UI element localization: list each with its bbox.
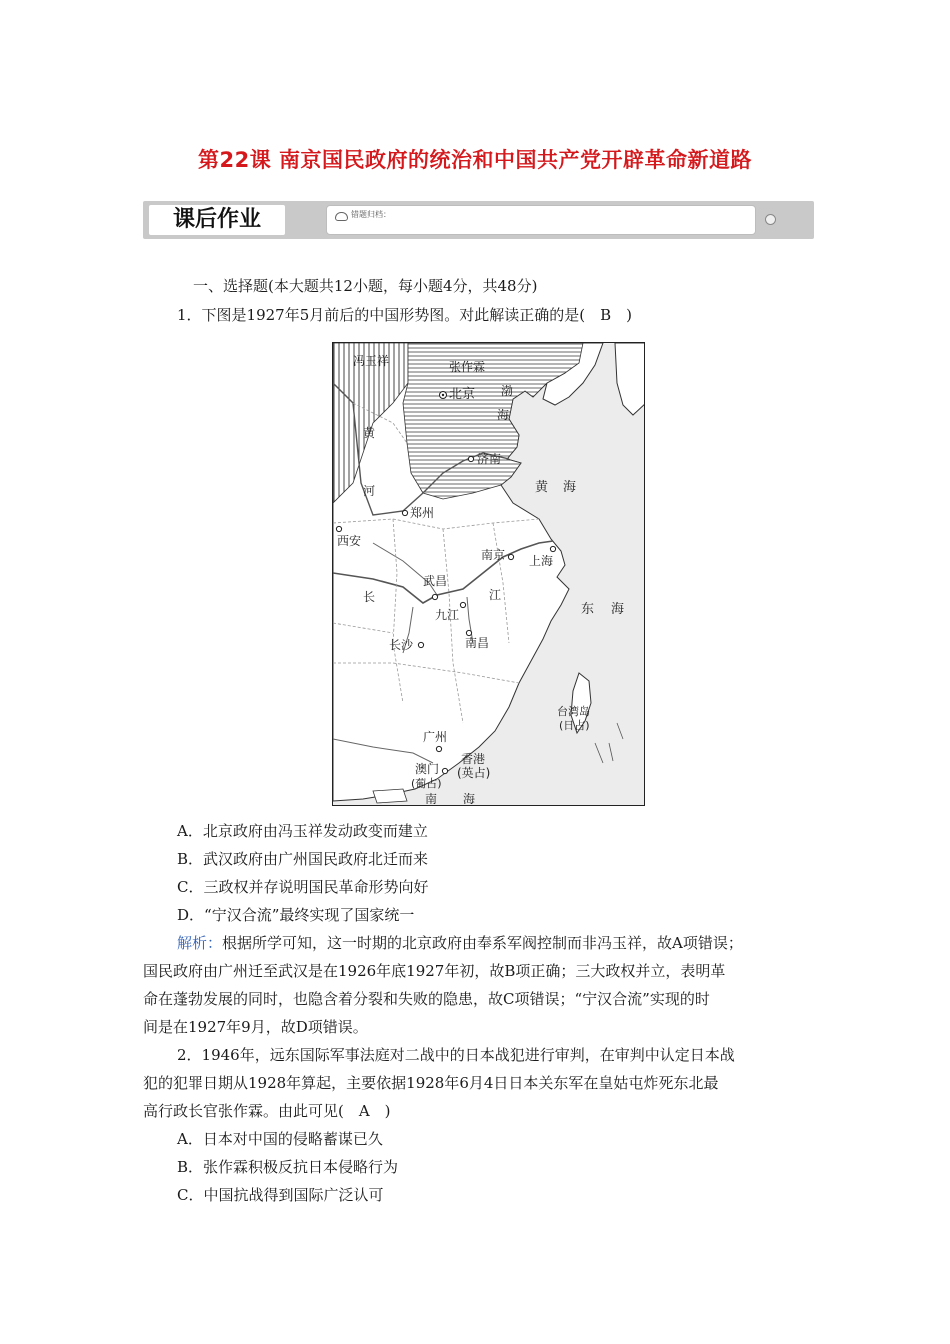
map-label-huanghai-1: 黄 <box>535 480 549 495</box>
q1-analysis-line-3: 命在蓬勃发展的同时，也隐含着分裂和失败的隐患，故C项错误；“宁汉合流”实现的时 <box>143 990 710 1008</box>
page-title: 第22课 南京国民政府的统治和中国共产党开辟革命新道路 <box>197 148 753 172</box>
map-label-fengyuxiang: 冯玉祥 <box>353 354 390 368</box>
map-label-zhengzhou: 郑州 <box>410 506 435 520</box>
map-label-ying-zhan: (英占) <box>457 766 491 780</box>
q1-analysis-line-4: 间是在1927年9月，故D项错误。 <box>143 1018 368 1036</box>
q2-option-b: B．张作霖积极反抗日本侵略行为 <box>177 1158 399 1176</box>
map-label-hai-bohai: 海 <box>497 408 510 422</box>
q1-option-a: A．北京政府由冯玉祥发动政变而建立 <box>177 822 428 840</box>
map-label-huanghai-2: 海 <box>563 480 577 495</box>
map-label-chang: 长 <box>363 590 376 604</box>
map-label-pu-zhan: (葡占) <box>411 777 442 790</box>
map-label-wuchang: 武昌 <box>423 574 448 588</box>
china-situation-map <box>332 342 645 806</box>
q1-analysis-first-line <box>177 933 743 953</box>
q1-option-b: B．武汉政府由广州国民政府北迁而来 <box>177 850 429 868</box>
map-label-beijing: 北京 <box>449 387 476 402</box>
analysis-label: 解析： <box>177 934 223 952</box>
map-label-nanhai-2: 海 <box>463 792 476 806</box>
q1-option-d: D．“宁汉合流”最终实现了国家统一 <box>177 906 415 924</box>
map-label-huang-river: 黄 <box>363 426 376 440</box>
q2-stem-line-2: 犯的犯罪日期从1928年算起，主要依据1928年6月4日日本关东军在皇姑屯炸死东北最 <box>143 1074 719 1092</box>
q1-stem: 1．下图是1927年5月前后的中国形势图。对此解读正确的是( B ) <box>177 306 632 324</box>
map-label-taiwan: 台湾岛 <box>557 705 590 718</box>
map-label-xianggang: 香港 <box>461 752 486 766</box>
map-label-jinan: 济南 <box>477 452 502 466</box>
q1-option-c: C．三政权并存说明国民革命形势向好 <box>177 878 429 896</box>
homework-banner <box>143 201 814 239</box>
map-label-zhangzuolin: 张作霖 <box>449 360 486 374</box>
q1-analysis-line-1: 根据所学可知，这一时期的北京政府由奉系军阀控制而非冯玉祥，故A项错误； <box>222 934 743 952</box>
section-heading: 一、选择题(本大题共12小题，每小题4分，共48分) <box>193 277 538 295</box>
map-label-nanjing: 南京 <box>481 548 506 562</box>
q2-stem-line-1: 2．1946年，远东国际军事法庭对二战中的日本战犯进行审判，在审判中认定日本战 <box>177 1046 735 1064</box>
q2-stem-line-3: 高行政长官张作霖。由此可见( A ) <box>143 1102 391 1120</box>
q2-option-c: C．中国抗战得到国际广泛认可 <box>177 1186 384 1204</box>
map-label-guangzhou: 广州 <box>423 730 448 744</box>
map-label-shanghai: 上海 <box>529 554 554 568</box>
map-label-changsha: 长沙 <box>389 638 414 652</box>
map-label-xian: 西安 <box>337 534 362 548</box>
map-label-nanhai-1: 南 <box>425 792 438 806</box>
error-archive-box[interactable] <box>326 205 756 235</box>
circle-icon <box>765 214 776 225</box>
q1-analysis-line-2: 国民政府由广州迁至武汉是在1926年底1927年初，故B项正确；三大政权并立，表明革 <box>143 962 726 980</box>
map-label-bo: 渤 <box>501 384 514 398</box>
map-label-ri-zhan: (日占) <box>559 719 590 732</box>
map-label-nanchang: 南昌 <box>465 636 490 650</box>
map-label-jiang: 江 <box>489 588 502 602</box>
error-archive-label: 错题归档： <box>351 210 391 219</box>
banner-label: 课后作业 <box>149 205 285 235</box>
q2-option-a: A．日本对中国的侵略蓄谋已久 <box>177 1130 383 1148</box>
cloud-icon <box>335 212 348 221</box>
map-label-he-river: 河 <box>363 484 376 498</box>
map-label-donghai-2: 海 <box>611 602 625 617</box>
map-label-donghai-1: 东 <box>581 602 595 617</box>
map-label-aomen: 澳门 <box>415 762 440 776</box>
map-graphic <box>333 343 645 806</box>
map-label-jiujiang: 九江 <box>435 608 460 622</box>
